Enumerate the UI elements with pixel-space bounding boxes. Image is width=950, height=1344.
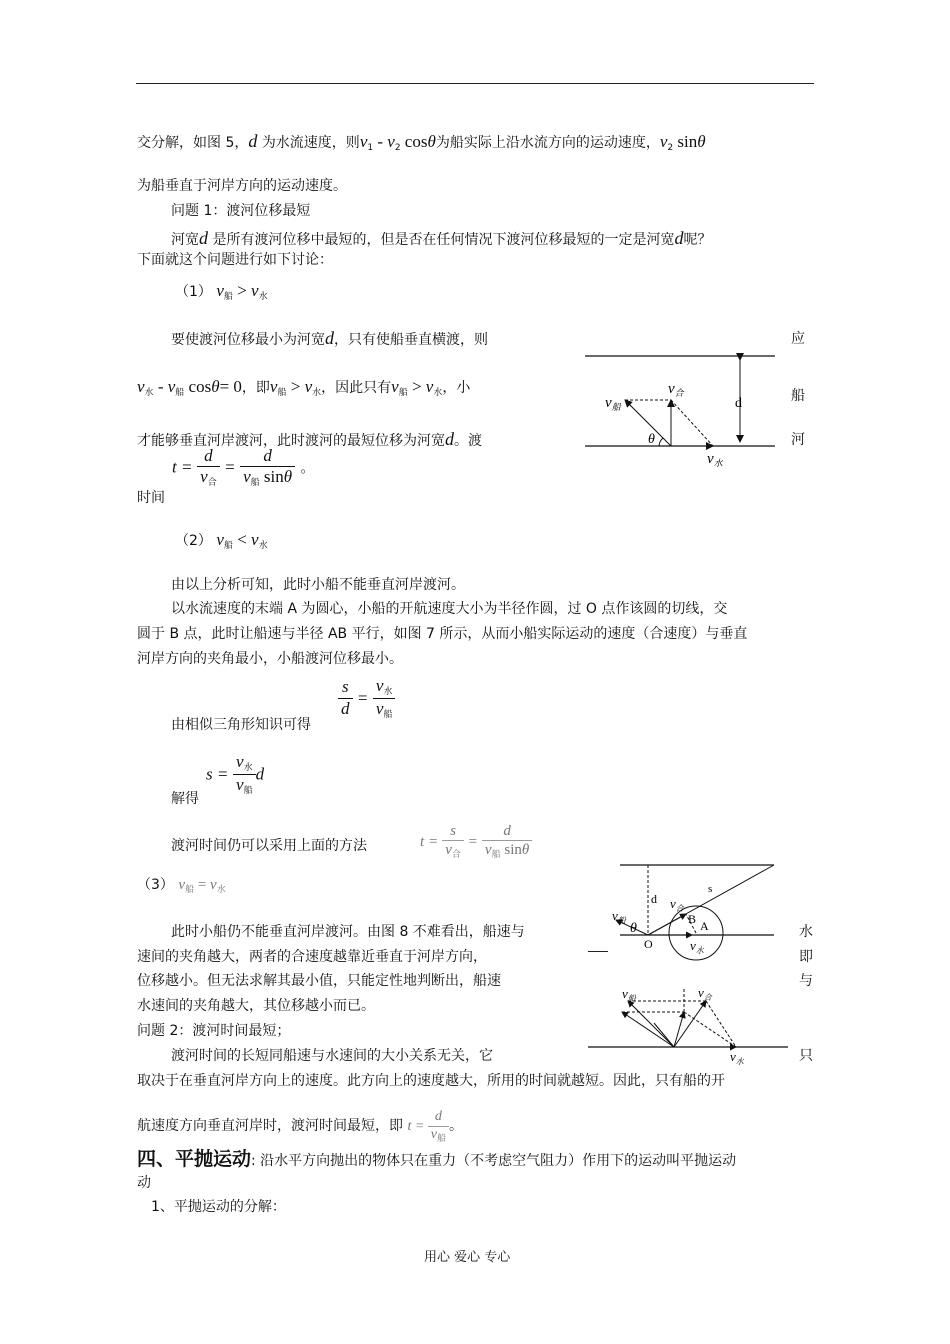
- p11-ns: 水: [383, 687, 393, 697]
- paragraph-3: [171, 228, 711, 250]
- p13-d2v: v: [484, 842, 492, 858]
- p5-text: 要使渡河位移最小为河宽: [171, 332, 325, 348]
- p1-mid: 为水流速度，则: [261, 135, 360, 151]
- p5-post: ，只有使船垂直横渡，则: [334, 332, 488, 348]
- fig1-v-he-label: $v_合$: [668, 381, 684, 398]
- p13-n2: d: [482, 822, 532, 841]
- case3-v2: v: [210, 877, 217, 893]
- p6-gt1: >: [290, 377, 301, 396]
- p11-text: 由相似三角形知识可得: [171, 717, 311, 733]
- fig1-theta-arc: [659, 438, 663, 446]
- time-formula-1: [172, 446, 315, 489]
- p14-line-2: 速间的夹角越大，两者的合速度越靠近垂直于河岸方向，: [137, 949, 487, 965]
- p6-v5: v: [391, 377, 399, 396]
- paragraph-4: 下面就这个问题进行如下讨论：: [137, 252, 333, 268]
- case1-sub-boat: 船: [223, 292, 233, 302]
- p6-t2: ，因此只有: [321, 380, 392, 396]
- p7-right: 河: [791, 432, 805, 448]
- similar-triangle-formula: [338, 676, 395, 721]
- figure-perpendicular-crossing: [585, 350, 785, 480]
- p3-d1: d: [199, 228, 208, 248]
- p6-s5: 船: [398, 388, 408, 398]
- p6-cos: cos: [188, 377, 212, 396]
- p11-s: s: [338, 677, 353, 698]
- fig2-v-boat-label: $v_船$: [612, 908, 626, 925]
- p13-eq2: =: [468, 833, 478, 850]
- p13-text: 渡河时间仍可以采用上面的方法: [171, 838, 367, 854]
- p6-v4: v: [304, 377, 313, 396]
- p17-dv: v: [430, 1126, 438, 1142]
- p6-minus: -: [157, 377, 164, 396]
- fig3-boat-1: [622, 1012, 674, 1047]
- p8-den2-theta: θ: [283, 467, 293, 487]
- p1-pre: 交分解，如图 5，: [137, 135, 249, 151]
- p13-eq: =: [428, 833, 438, 850]
- case2-v2: v: [251, 530, 259, 549]
- section-4-text: : 沿水平方向抛出的物体只在重力（不考虑空气阻力）作用下的运动叫平抛运动: [251, 1153, 737, 1169]
- case-2: [175, 530, 268, 552]
- p8-eq2: =: [225, 457, 235, 477]
- p6-s6: 水: [433, 388, 443, 398]
- case3-sub-water: 水: [216, 885, 226, 895]
- p6-s4: 水: [312, 388, 322, 398]
- case-1: [175, 281, 268, 303]
- fig2-v-water-label: $v_水$: [690, 938, 704, 955]
- p12-d: d: [255, 764, 265, 784]
- p6-s1: 水: [144, 388, 154, 398]
- paragraph-2: 为船垂直于河岸方向的运动速度。: [137, 178, 347, 194]
- sin-sub: 2: [667, 143, 674, 153]
- paragraph-10-line-3: 河岸方向的夹角最小，小船渡河位移最小。: [137, 651, 403, 667]
- fig3-v-he-label: $v_合$: [698, 985, 712, 1002]
- p5-d: d: [325, 328, 334, 348]
- expr-sub2: 2: [394, 143, 401, 153]
- case2-sub-boat: 船: [223, 541, 233, 551]
- paragraph-1: [137, 131, 706, 154]
- p17-eq: =: [414, 1119, 425, 1135]
- question-2-title: 问题 2：渡河时间最短；: [137, 1023, 291, 1039]
- paragraph-16: 取决于在垂直河岸方向上的速度。此方向上的速度越大，所用的时间就越短。因此，只有船的开: [137, 1073, 725, 1089]
- case3-sub-boat: 船: [185, 885, 195, 895]
- fig2-v-he-arrow: [648, 914, 686, 935]
- fig2-v-he-label: $v_合$: [670, 896, 684, 913]
- p6-right: 船: [791, 388, 805, 404]
- p12-text: 解得: [171, 791, 199, 807]
- fig3-v-boat-label: $v_船$: [622, 986, 636, 1003]
- p7-post: 。渡: [454, 433, 482, 449]
- p6-v2: v: [167, 377, 176, 396]
- p8-num2: d: [240, 446, 295, 467]
- figure-equal-speeds: [588, 983, 808, 1066]
- fig1-dash-right: [671, 400, 713, 446]
- p5-right: 应: [791, 331, 805, 347]
- p13-d2theta: θ: [521, 842, 530, 858]
- section-4-text-2: 动: [137, 1175, 151, 1191]
- p17-ds: 船: [437, 1133, 447, 1144]
- p14-right-3: 与: [799, 973, 813, 989]
- p3-post: 呢？: [683, 232, 712, 248]
- fig2-A-label: A: [700, 919, 709, 933]
- paragraph-9: 由以上分析可知，此时小船不能垂直河岸渡河。: [171, 577, 465, 593]
- page-footer: 用心 爱心 专心: [424, 1250, 511, 1265]
- p6-eq: = 0: [219, 377, 242, 396]
- p17-t: t: [407, 1119, 412, 1135]
- section-4-heading: 四、平抛运动: [137, 1148, 252, 1170]
- p13-d1s: 合: [451, 850, 461, 860]
- p14-line-4: 水速间的夹角越大，其位移越小而已。: [137, 998, 375, 1014]
- p15-left: 渡河时间的长短同船速与水速间的大小关系无关，它: [171, 1048, 493, 1064]
- p8-num1: d: [197, 446, 220, 467]
- expr-theta: θ: [427, 132, 436, 151]
- expr-sub1: 1: [367, 143, 374, 153]
- p8-t: t: [172, 457, 177, 477]
- paragraph-10-line-2: 圆于 B 点，此时让船速与半径 AB 平行，如图 7 所示，从而小船实际运动的速度（合速度）与垂直: [137, 626, 748, 642]
- p8-den2-sin: sin: [263, 467, 284, 487]
- p6-t1: ，即: [241, 380, 270, 396]
- case1-v: v: [216, 281, 224, 300]
- case1-label: （1）: [175, 284, 212, 300]
- figure-circle-construction: [612, 860, 812, 970]
- p13-d1v: v: [445, 842, 452, 858]
- p11-d: d: [341, 698, 350, 718]
- p8-den2-v: v: [243, 467, 251, 487]
- paragraph-10-line-1: 以水流速度的末端 A 为圆心，小船的开航速度大小为半径作圆，过 O 点作该圆的切线，交: [171, 601, 728, 617]
- fig3-dash-3: [684, 1012, 736, 1047]
- p8-den1-s: 合: [207, 478, 217, 489]
- p6-v3: v: [269, 377, 278, 396]
- question-1-title: 问题 1：渡河位移最短: [171, 203, 311, 219]
- p11-nv: v: [375, 676, 384, 695]
- fig2-s-label: s: [708, 883, 713, 895]
- fig3-v-water-label: $v_水$: [730, 1049, 744, 1066]
- case1-sub-water: 水: [258, 292, 268, 302]
- p3-mid: 是所有渡河位移中最短的，但是否在任何情况下渡河位移最短的一定是河宽: [212, 232, 675, 248]
- p13-d2sin: sin: [504, 842, 522, 858]
- p6-v1: v: [137, 377, 145, 396]
- solution-formula: [206, 752, 264, 797]
- p6-gt2: >: [411, 377, 422, 396]
- case2-sub-water: 水: [258, 541, 268, 551]
- p7-text: 才能够垂直河岸渡河，此时渡河的最短位移为河宽: [137, 433, 445, 449]
- fig2-d-label: d: [651, 892, 657, 906]
- p12-ds: 船: [243, 785, 253, 796]
- p1-post: 为船实际上沿水流方向的运动速度，: [435, 135, 660, 151]
- sin-theta: θ: [697, 132, 706, 151]
- p17-end: 。: [449, 1118, 464, 1135]
- case-3: [137, 876, 226, 896]
- fig2-O-label: O: [644, 937, 653, 951]
- p14-line-1: 此时小船仍不能垂直河岸渡河。由图 8 不难看出，船速与: [171, 924, 525, 940]
- p13-d2s: 船: [491, 850, 501, 860]
- margin-dash: [588, 951, 608, 952]
- case2-label: （2）: [175, 533, 212, 549]
- case1-op: >: [237, 281, 247, 300]
- fig1-d-label: d: [735, 396, 742, 411]
- var-d: d: [248, 131, 258, 151]
- case3-label: （3）: [137, 877, 174, 893]
- p11-eq: =: [357, 688, 368, 708]
- p12-ns: 水: [243, 763, 253, 773]
- header-rule: [136, 83, 814, 84]
- time-formula-2: [420, 822, 532, 861]
- p12-s: s: [206, 764, 213, 784]
- p3-d2: d: [674, 228, 684, 248]
- sin-v: v: [659, 132, 668, 151]
- fig2-B-label: B: [688, 912, 697, 926]
- case2-op: <: [237, 530, 247, 549]
- p12-nv: v: [236, 752, 244, 771]
- p14-right-1: 水: [799, 924, 813, 940]
- p8-label: 时间: [137, 490, 165, 506]
- paragraph-6: [137, 377, 470, 399]
- p12-dv: v: [236, 774, 244, 794]
- expr-v1: v: [359, 132, 368, 151]
- case1-v2: v: [251, 281, 259, 300]
- p13-n1: s: [442, 822, 464, 841]
- case3-op: =: [197, 877, 207, 893]
- fig1-theta: θ: [648, 432, 655, 447]
- p6-s2: 船: [175, 388, 185, 398]
- p11-dv: v: [375, 698, 384, 718]
- p7-d: d: [445, 429, 454, 449]
- section-4: [137, 1148, 736, 1171]
- p6-theta: θ: [211, 377, 220, 396]
- case3-v: v: [178, 877, 186, 893]
- p6-s3: 船: [277, 388, 287, 398]
- p17-n: d: [428, 1109, 449, 1127]
- p14-line-3: 位移越小。但无法求解其最小值，只能定性地判断出，船速: [137, 973, 501, 989]
- p14-right-2: 即: [799, 949, 813, 965]
- p6-v6: v: [425, 377, 434, 396]
- expr-v2: v: [387, 132, 395, 151]
- p12-eq: =: [218, 764, 228, 784]
- fig3-dash-4: [706, 1001, 736, 1047]
- p8-eq: =: [182, 457, 192, 477]
- fig2-theta: θ: [630, 921, 637, 936]
- p3-pre: 河宽: [171, 232, 199, 248]
- fig3-boat-2: [628, 1001, 674, 1047]
- p6-t3: ，小: [442, 380, 471, 396]
- sin-text: sin: [677, 132, 698, 151]
- fig1-v-boat-label: $v_船$: [605, 395, 621, 412]
- paragraph-17: [137, 1109, 463, 1145]
- expr-cos: cos: [404, 132, 428, 151]
- p15-right: 只: [799, 1048, 813, 1064]
- fig1-v-water-label: $v_水$: [707, 451, 723, 468]
- expr-minus: -: [377, 132, 384, 151]
- item-1: 1、平抛运动的分解：: [151, 1199, 286, 1215]
- p8-end: 。: [300, 460, 315, 477]
- p13-t: t: [420, 833, 425, 850]
- p8-den1-v: v: [200, 467, 208, 487]
- fig3-he-1: [674, 1012, 684, 1047]
- p8-den2-s: 船: [250, 478, 260, 489]
- paragraph-5: [171, 328, 488, 350]
- p17-text: 航速度方向垂直河岸时，渡河时间最短，即: [137, 1118, 403, 1135]
- case2-v: v: [216, 530, 224, 549]
- p11-ds: 船: [383, 709, 393, 720]
